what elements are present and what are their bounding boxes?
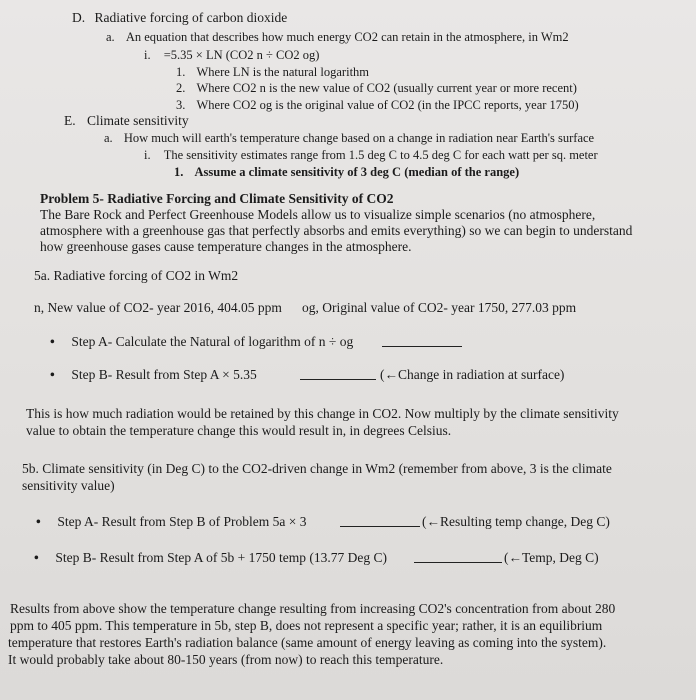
part-5b-step-b-answer-blank[interactable] (414, 550, 502, 563)
bullet-icon: • (34, 550, 39, 565)
outline-item-3-marker: 3. (176, 98, 186, 112)
part-5a-para-line-1: This is how much radiation would be retained by this change in CO2. Now multiply by the climate sensitivity (26, 406, 619, 421)
outline-e-a (104, 130, 594, 146)
outline-item-1 (176, 64, 369, 80)
part-5a-step-b-answer-blank[interactable] (300, 367, 376, 380)
part-5a-step-b-note: (←Change in radiation at surface) (380, 367, 565, 382)
part-5a-step-a-text: Step A- Calculate the Natural of logarithm of n ÷ og (71, 334, 354, 349)
outline-e-1-marker: 1. (174, 165, 184, 179)
part-5b-step-b-text: Step B- Result from Step A of 5b + 1750 temp (13.77 Deg C) (55, 550, 387, 565)
results-line-2: ppm to 405 ppm. This temperature in 5b, step B, does not represent a specific year; rather, it is an equilibrium (10, 618, 603, 633)
outline-item-3-text: Where CO2 og is the original value of CO2 (in the IPCC reports, year 1750) (196, 98, 579, 112)
part-5b-step-a (36, 514, 306, 530)
part-5b-step-a-note: (←Resulting temp change, Deg C) (422, 514, 610, 529)
outline-d-title: Radiative forcing of carbon dioxide (94, 10, 288, 25)
problem-intro-line-3: how greenhouse gases cause temperature changes in the atmosphere. (40, 239, 412, 254)
outline-item-2 (176, 80, 577, 96)
outline-e-i (144, 147, 598, 163)
outline-equation (144, 47, 319, 63)
outline-i-marker: i. (144, 48, 151, 62)
part-5a-step-a-answer-blank[interactable] (382, 334, 462, 347)
part-5a-step-b-text: Step B- Result from Step A × 5.35 (71, 367, 257, 382)
outline-item-2-text: Where CO2 n is the new value of CO2 (usually current year or more recent) (196, 81, 577, 95)
outline-item-1-text: Where LN is the natural logarithm (196, 65, 370, 79)
bullet-icon: • (50, 334, 55, 349)
original-co2-value-label: og, Original value of CO2- year 1750, 277.03 ppm (302, 300, 577, 315)
outline-e-i-text: The sensitivity estimates range from 1.5 deg C to 4.5 deg C for each watt per sq. meter (163, 148, 598, 162)
outline-d-a-text: An equation that describes how much energy CO2 can retain in the atmosphere, in Wm2 (125, 30, 569, 44)
part-5a-step-b (50, 367, 257, 383)
outline-d-heading (72, 10, 287, 26)
outline-e-i-marker: i. (144, 148, 151, 162)
outline-item-1-marker: 1. (176, 65, 186, 79)
outline-e-a-text: How much will earth's temperature change based on a change in radiation near Earth's surface (123, 131, 595, 145)
part-5a-step-a (50, 334, 353, 350)
part-5b-heading-line-2: sensitivity value) (22, 478, 115, 493)
results-line-4: It would probably take about 80-150 years (from now) to reach this temperature. (8, 652, 444, 667)
problem-title: Problem 5- Radiative Forcing and Climate Sensitivity of CO2 (40, 191, 394, 206)
results-line-1: Results from above show the temperature change resulting from increasing CO2's concentration from about 280 (10, 601, 616, 616)
outline-e-a-marker: a. (104, 131, 113, 145)
outline-e-1 (174, 164, 519, 180)
outline-d-marker: D. (72, 10, 86, 25)
new-co2-value-label: n, New value of CO2- year 2016, 404.05 ppm (34, 300, 282, 315)
part-5a-para-line-2: value to obtain the temperature change this would result in, in degrees Celsius. (26, 423, 452, 438)
part-5b-step-a-text: Step A- Result from Step B of Problem 5a × 3 (57, 514, 307, 529)
outline-e-marker: E. (64, 113, 76, 128)
outline-d-a (106, 29, 569, 45)
part-5a-heading: 5a. Radiative forcing of CO2 in Wm2 (34, 268, 239, 283)
outline-e-title: Climate sensitivity (87, 113, 189, 128)
bullet-icon: • (36, 514, 41, 529)
problem-intro-line-1: The Bare Rock and Perfect Greenhouse Models allow us to visualize simple scenarios (no atmosphere, (40, 207, 596, 222)
outline-e-1-text: Assume a climate sensitivity of 3 deg C (median of the range) (194, 165, 520, 179)
outline-item-2-marker: 2. (176, 81, 186, 95)
outline-d-a-marker: a. (106, 30, 115, 44)
problem-intro-line-2: atmosphere with a greenhouse gas that perfectly absorbs and emits everything) so we can begin to understand (40, 223, 633, 238)
part-5b-step-b (34, 550, 387, 566)
part-5b-step-b-note: (←Temp, Deg C) (504, 550, 599, 565)
outline-equation-text: =5.35 × LN (CO2 n ÷ CO2 og) (163, 48, 320, 62)
part-5b-heading-line-1: 5b. Climate sensitivity (in Deg C) to the CO2-driven change in Wm2 (remember from above, 3 is the climate (22, 461, 612, 476)
part-5b-step-a-answer-blank[interactable] (340, 514, 420, 527)
results-line-3: temperature that restores Earth's radiation balance (same amount of energy leaving as coming into the system). (8, 635, 607, 650)
outline-e-heading (64, 113, 189, 129)
outline-item-3 (176, 97, 579, 113)
bullet-icon: • (50, 367, 55, 382)
